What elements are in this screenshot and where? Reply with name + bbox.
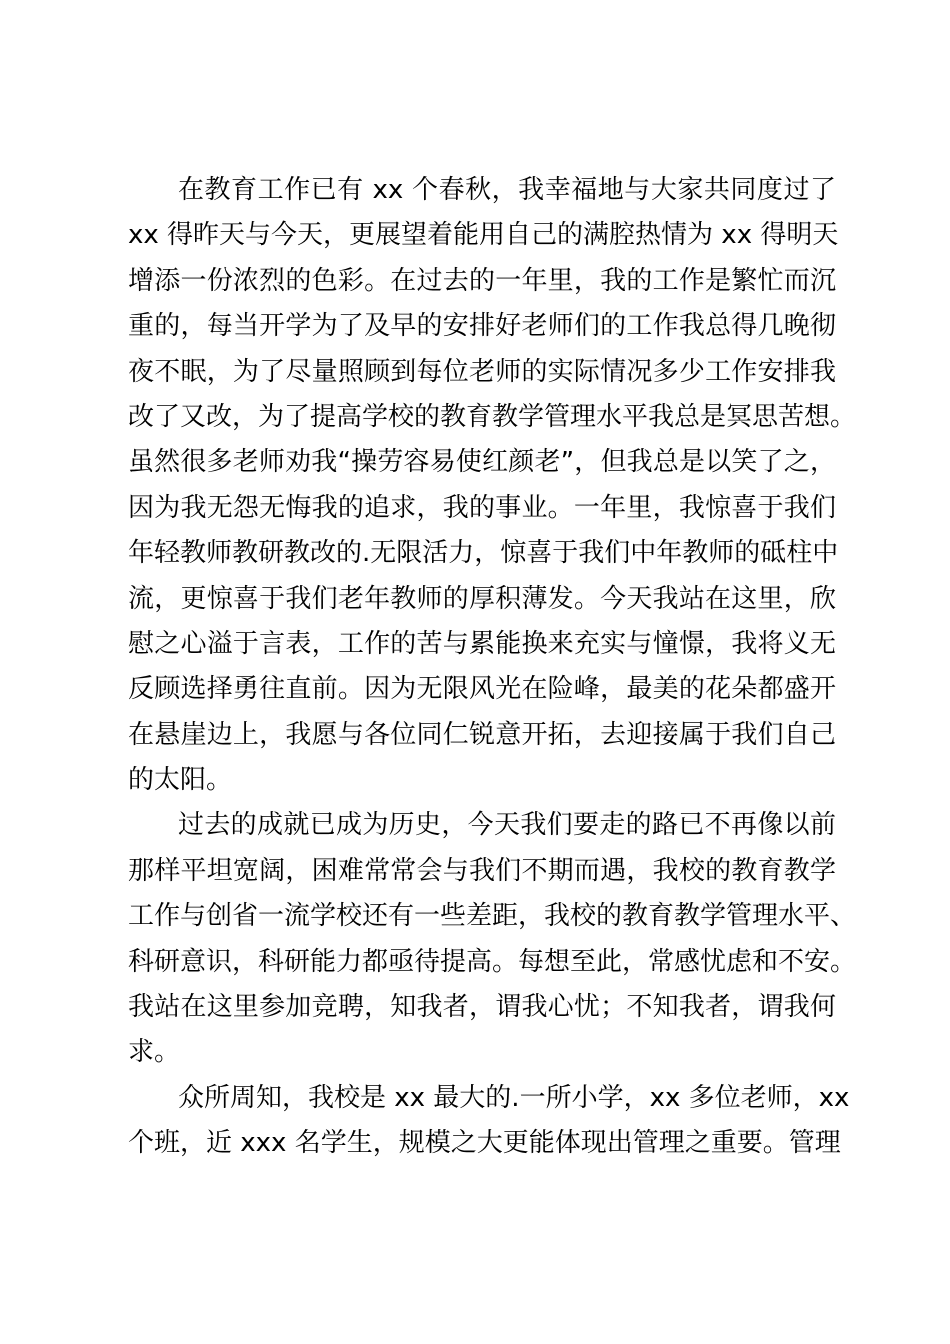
- text-line: 年轻教师教研教改的.无限活力，惊喜于我们中年教师的砥柱中: [128, 538, 839, 569]
- text-line: 工作与创省一流学校还有一些差距，我校的教育教学管理水平、: [128, 901, 857, 932]
- text-line: 反顾选择勇往直前。因为无限风光在险峰，最美的花朵都盛开: [128, 674, 836, 705]
- paragraph-2: [128, 803, 857, 1075]
- text-line: 众所周知，我校是 xx 最大的.一所小学，xx 多位老师，xx: [178, 1082, 850, 1113]
- paragraph-1: [128, 168, 857, 803]
- text-line: 改了又改，为了提高学校的教育教学管理水平我总是冥思苦想。: [128, 401, 857, 432]
- text-line: 求。: [128, 1037, 181, 1068]
- text-line: 增添一份浓烈的色彩。在过去的一年里，我的工作是繁忙而沉: [128, 265, 836, 296]
- text-line: 夜不眠，为了尽量照顾到每位老师的实际情况多少工作安排我: [128, 356, 836, 387]
- text-line: 过去的成就已成为历史，今天我们要走的路已不再像以前: [178, 810, 836, 841]
- paragraph-3: [128, 1076, 850, 1167]
- text-line: 我站在这里参加竞聘，知我者，谓我心忧；不知我者，谓我何: [128, 992, 836, 1023]
- text-line: xx 得昨天与今天，更展望着能用自己的满腔热情为 xx 得明天: [128, 220, 839, 251]
- text-line: 流，更惊喜于我们老年教师的厚积薄发。今天我站在这里，欣: [128, 583, 836, 614]
- text-line: 重的，每当开学为了及早的安排好老师们的工作我总得几晚彻: [128, 311, 836, 342]
- text-line: 那样平坦宽阔，困难常常会与我们不期而遇，我校的教育教学: [128, 855, 836, 886]
- text-line: 在教育工作已有 xx 个春秋，我幸福地与大家共同度过了: [178, 175, 836, 205]
- text-line: 科研意识，科研能力都亟待提高。每想至此，常感忧虑和不安。: [128, 946, 857, 977]
- text-line: 个班，近 xxx 名学生，规模之大更能体现出管理之重要。管理: [128, 1128, 841, 1159]
- body-text: [128, 168, 857, 1167]
- text-line: 因为我无怨无悔我的追求，我的事业。一年里，我惊喜于我们: [128, 492, 836, 523]
- text-line: 虽然很多老师劝我“操劳容易使红颜老”，但我总是以笑了之，: [128, 447, 836, 478]
- text-line: 在悬崖边上，我愿与各位同仁锐意开拓，去迎接属于我们自己: [128, 719, 836, 750]
- text-line: 的太阳。: [128, 765, 233, 796]
- text-line: 慰之心溢于言表，工作的苦与累能换来充实与憧憬，我将义无: [128, 628, 836, 659]
